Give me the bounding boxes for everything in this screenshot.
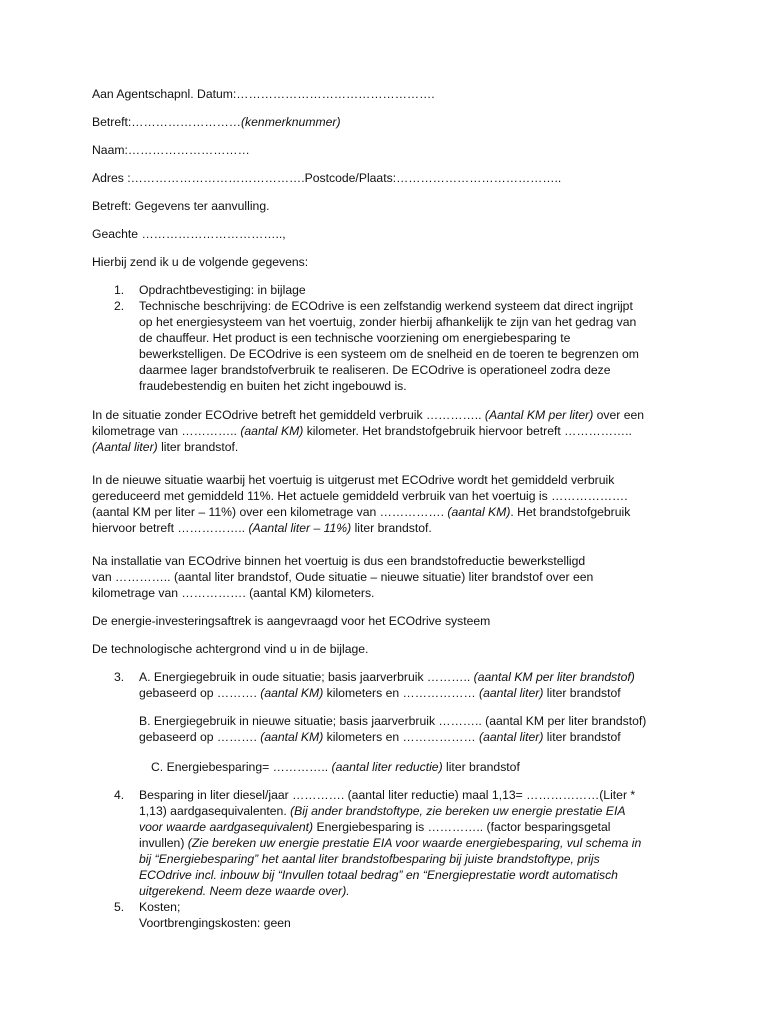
address-line: Adres :…………………………………….Postcode/Plaats:………………………………….. xyxy=(92,171,562,185)
text: over een xyxy=(593,408,645,422)
production-costs: Voortbrengingskosten: geen xyxy=(139,916,291,930)
placeholder: ECOdrive incl. inbouw bij “Invullen totaal bedrag” en “Energieprestatie wordt automatisch xyxy=(139,868,618,882)
background-statement: De technologische achtergrond vind u in de bijlage. xyxy=(92,642,369,656)
text: liter brandstof xyxy=(442,760,520,774)
savings-line xyxy=(139,883,350,899)
list-item-confirmation: Opdrachtbevestiging: in bijlage xyxy=(139,283,306,297)
technical-description-line: daarmee lager brandstofverbruik te realiseren. De ECOdrive is operationeel zodra deze xyxy=(139,363,611,377)
placeholder: (aantal KM) xyxy=(447,505,511,519)
reduction-line: kilometrage van ……………. (aantal KM) kilometers. xyxy=(92,586,375,600)
list-number: 4. xyxy=(114,788,125,802)
savings-line: Besparing in liter diesel/jaar …………. (aantal liter reductie) maal 1,13= ………………(Liter * xyxy=(139,788,636,802)
energy-old-line xyxy=(139,669,635,685)
technical-description-line: Technische beschrijving: de ECOdrive is een zelfstandig werkend systeem dat direct ingrijpt xyxy=(139,299,633,313)
list-number: 2. xyxy=(114,299,125,313)
salutation: Geachte …………………………….., xyxy=(92,227,286,241)
placeholder: (Zie bereken uw energie prestatie EIA voor waarde energiebesparing, vul schema in xyxy=(187,836,642,850)
savings-line xyxy=(139,867,618,883)
savings-line xyxy=(139,851,600,867)
reduction-line: van ………….. (aantal liter brandstof, Oude situatie – nieuwe situatie) liter brandstof over een xyxy=(92,570,594,584)
name-line: Naam:………………………… xyxy=(92,143,250,157)
new-situation-line: In de nieuwe situatie waarbij het voertuig is uitgerust met ECOdrive wordt het gemiddeld verbruik xyxy=(92,473,615,487)
text: A. Energiegebruik in oude situatie; basis jaarverbruik ……….. xyxy=(139,670,474,684)
text: kilometers en ……………… xyxy=(323,686,480,700)
placeholder: (aantal KM) xyxy=(260,730,324,744)
energy-new-line xyxy=(139,729,621,745)
text: C. Energiebesparing= ………….. xyxy=(151,760,332,774)
text: liter brandstof xyxy=(543,686,621,700)
text: gebaseerd op ………. xyxy=(139,730,261,744)
technical-description-line: de chauffeur. Het product is een technische voorziening om energiebesparing te xyxy=(139,331,571,345)
list-number: 5. xyxy=(114,900,125,914)
text: In de situatie zonder ECOdrive betreft het gemiddeld verbruik ………….. xyxy=(92,408,485,422)
reference-text: Betreft:……………………… xyxy=(92,115,241,129)
costs-heading: Kosten; xyxy=(139,900,181,914)
subject-line: Betreft: Gegevens ter aanvulling. xyxy=(92,199,270,213)
list-number: 1. xyxy=(114,283,125,297)
reduction-line: Na installatie van ECOdrive binnen het voertuig is dus een brandstofreductie bewerkstelligd xyxy=(92,554,586,568)
placeholder: (aantal KM) xyxy=(260,686,324,700)
placeholder: (aantal liter) xyxy=(479,686,544,700)
text: invullen) xyxy=(139,836,188,850)
savings-line xyxy=(139,803,625,819)
placeholder: uitgerekend. Neem deze waarde over). xyxy=(139,884,350,898)
placeholder: (Aantal liter – 11%) xyxy=(248,521,352,535)
text: liter brandstof xyxy=(543,730,621,744)
old-situation-line xyxy=(92,407,644,423)
address-date-line: Aan Agentschapnl. Datum:…………………………………………. xyxy=(92,87,435,101)
reference-placeholder: (kenmerknummer) xyxy=(240,115,341,129)
old-situation-line xyxy=(92,439,238,455)
new-situation-line xyxy=(92,520,432,536)
new-situation-line xyxy=(92,504,630,520)
text: . Het brandstofgebruik xyxy=(510,505,631,519)
text: liter brandstof. xyxy=(157,440,239,454)
placeholder: (aantal KM) xyxy=(240,424,304,438)
technical-description-line: op het energiesysteem van het voertuig, zonder hierbij afhankelijk te zijn van het gedrag van xyxy=(139,315,637,329)
placeholder: (Aantal liter) xyxy=(92,440,158,454)
energy-saving-line xyxy=(151,759,520,775)
placeholder: (Bij ander brandstoftype, zie bereken uw energie prestatie EIA xyxy=(290,804,626,818)
text: gebaseerd op ………. xyxy=(139,686,261,700)
old-situation-line xyxy=(92,423,632,439)
placeholder: voor waarde aardgasequivalent) xyxy=(139,820,314,834)
text: (aantal KM per liter – 11%) over een kilometrage van ……………. xyxy=(92,505,448,519)
intro-text: Hierbij zend ik u de volgende gegevens: xyxy=(92,255,309,269)
technical-description-line: bewerkstelligen. De ECOdrive is een systeem om de snelheid en de toeren te begrenzen om xyxy=(139,347,639,361)
energy-old-line xyxy=(139,685,621,701)
eia-statement: De energie-investeringsaftrek is aangevraagd voor het ECOdrive systeem xyxy=(92,614,491,628)
savings-line xyxy=(139,835,641,851)
placeholder: (aantal KM per liter brandstof) xyxy=(473,670,635,684)
energy-new-line: B. Energiegebruik in nieuwe situatie; basis jaarverbruik ……….. (aantal KM per liter brandstof) xyxy=(139,714,647,728)
technical-description-line: fraudebestendig en buiten het zicht ingebouwd is. xyxy=(139,379,407,393)
list-number: 3. xyxy=(114,670,125,684)
placeholder: (aantal liter) xyxy=(479,730,544,744)
text: liter brandstof. xyxy=(351,521,432,535)
text: kilometers en ……………… xyxy=(323,730,480,744)
text: Energiebesparing is ………….. (factor besparingsgetal xyxy=(313,820,611,834)
text: hiervoor betreft …………….. xyxy=(92,521,249,535)
placeholder: (aantal liter reductie) xyxy=(331,760,443,774)
text: 1,13) aardgasequivalenten. xyxy=(139,804,291,818)
placeholder: (Aantal KM per liter) xyxy=(484,408,594,422)
text: kilometer. Het brandstofgebruik hiervoor betreft …………….. xyxy=(303,424,632,438)
savings-line xyxy=(139,819,611,835)
placeholder: bij “Energiebesparing” het aantal liter brandstofbesparing bij juiste brandstoftype, prijs xyxy=(139,852,600,866)
reference-line xyxy=(92,114,341,130)
new-situation-line: gereduceerd met gemiddeld 11%. Het actuele gemiddeld verbruik van het voertuig is ………………. xyxy=(92,489,628,503)
text: kilometrage van ………….. xyxy=(92,424,241,438)
